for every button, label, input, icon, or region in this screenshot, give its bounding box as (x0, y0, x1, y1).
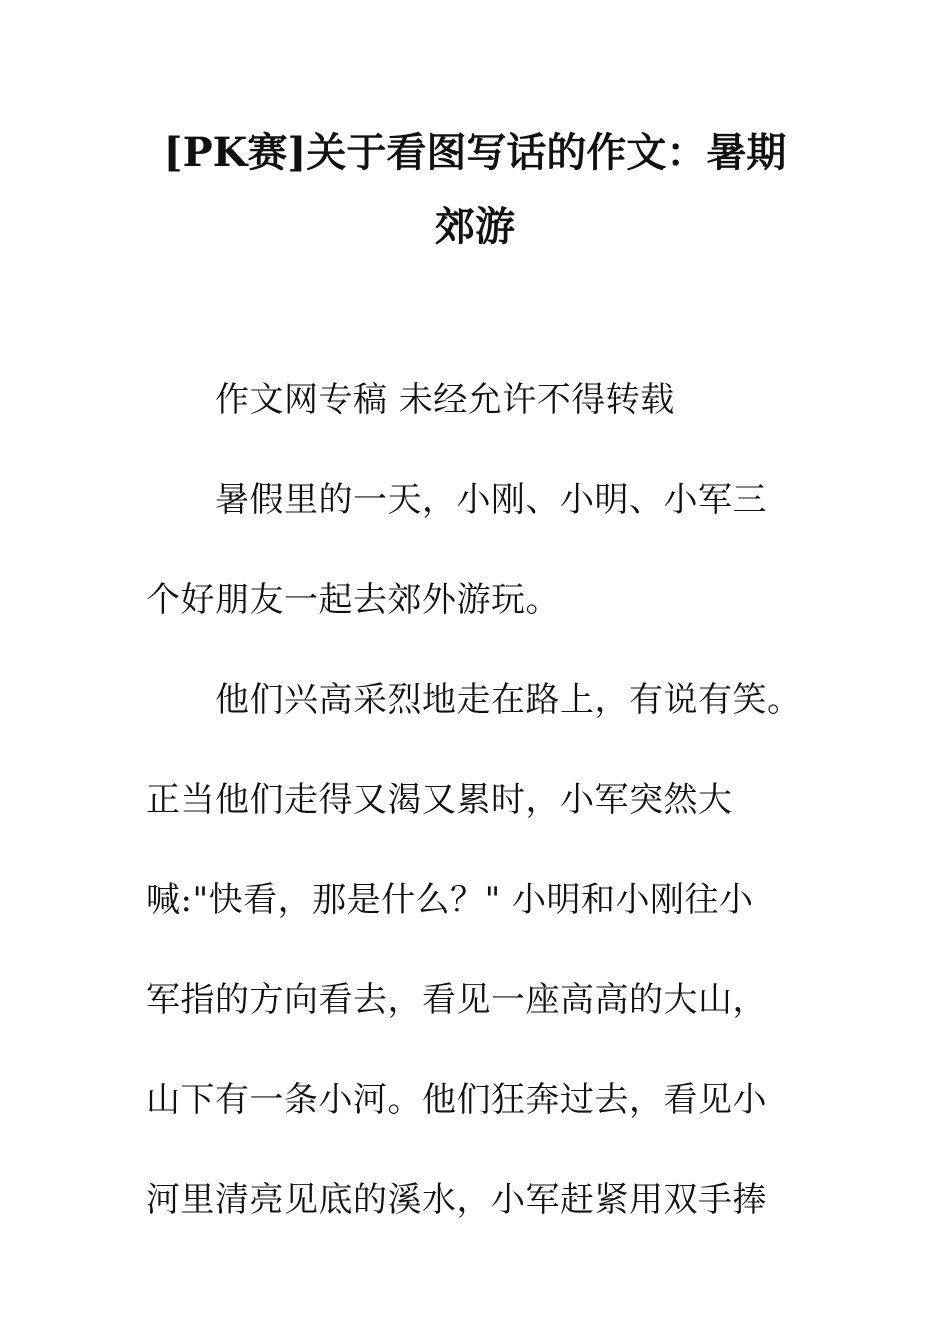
body-line: 作文网专稿 未经允许不得转载 (215, 380, 675, 420)
document-title-line-1: [PK赛]关于看图写话的作文：暑期 (163, 129, 787, 176)
body-line: 军指的方向看去，看见一座高高的大山， (146, 980, 767, 1020)
body-line: 山下有一条小河。他们狂奔过去，看见小 (146, 1080, 767, 1120)
body-line: 个好朋友一起去郊外游玩。 (146, 580, 560, 620)
body-line: 他们兴高采烈地走在路上，有说有笑。 (215, 680, 802, 720)
body-line: 喊:"快看，那是什么？" 小明和小刚往小 (146, 880, 754, 920)
body-line: 河里清亮见底的溪水，小军赶紧用双手捧 (146, 1180, 767, 1220)
body-line: 暑假里的一天，小刚、小明、小军三 (215, 480, 767, 520)
body-line: 正当他们走得又渴又累时，小军突然大 (146, 780, 733, 820)
document-title-line-2: 郊游 (435, 203, 515, 250)
